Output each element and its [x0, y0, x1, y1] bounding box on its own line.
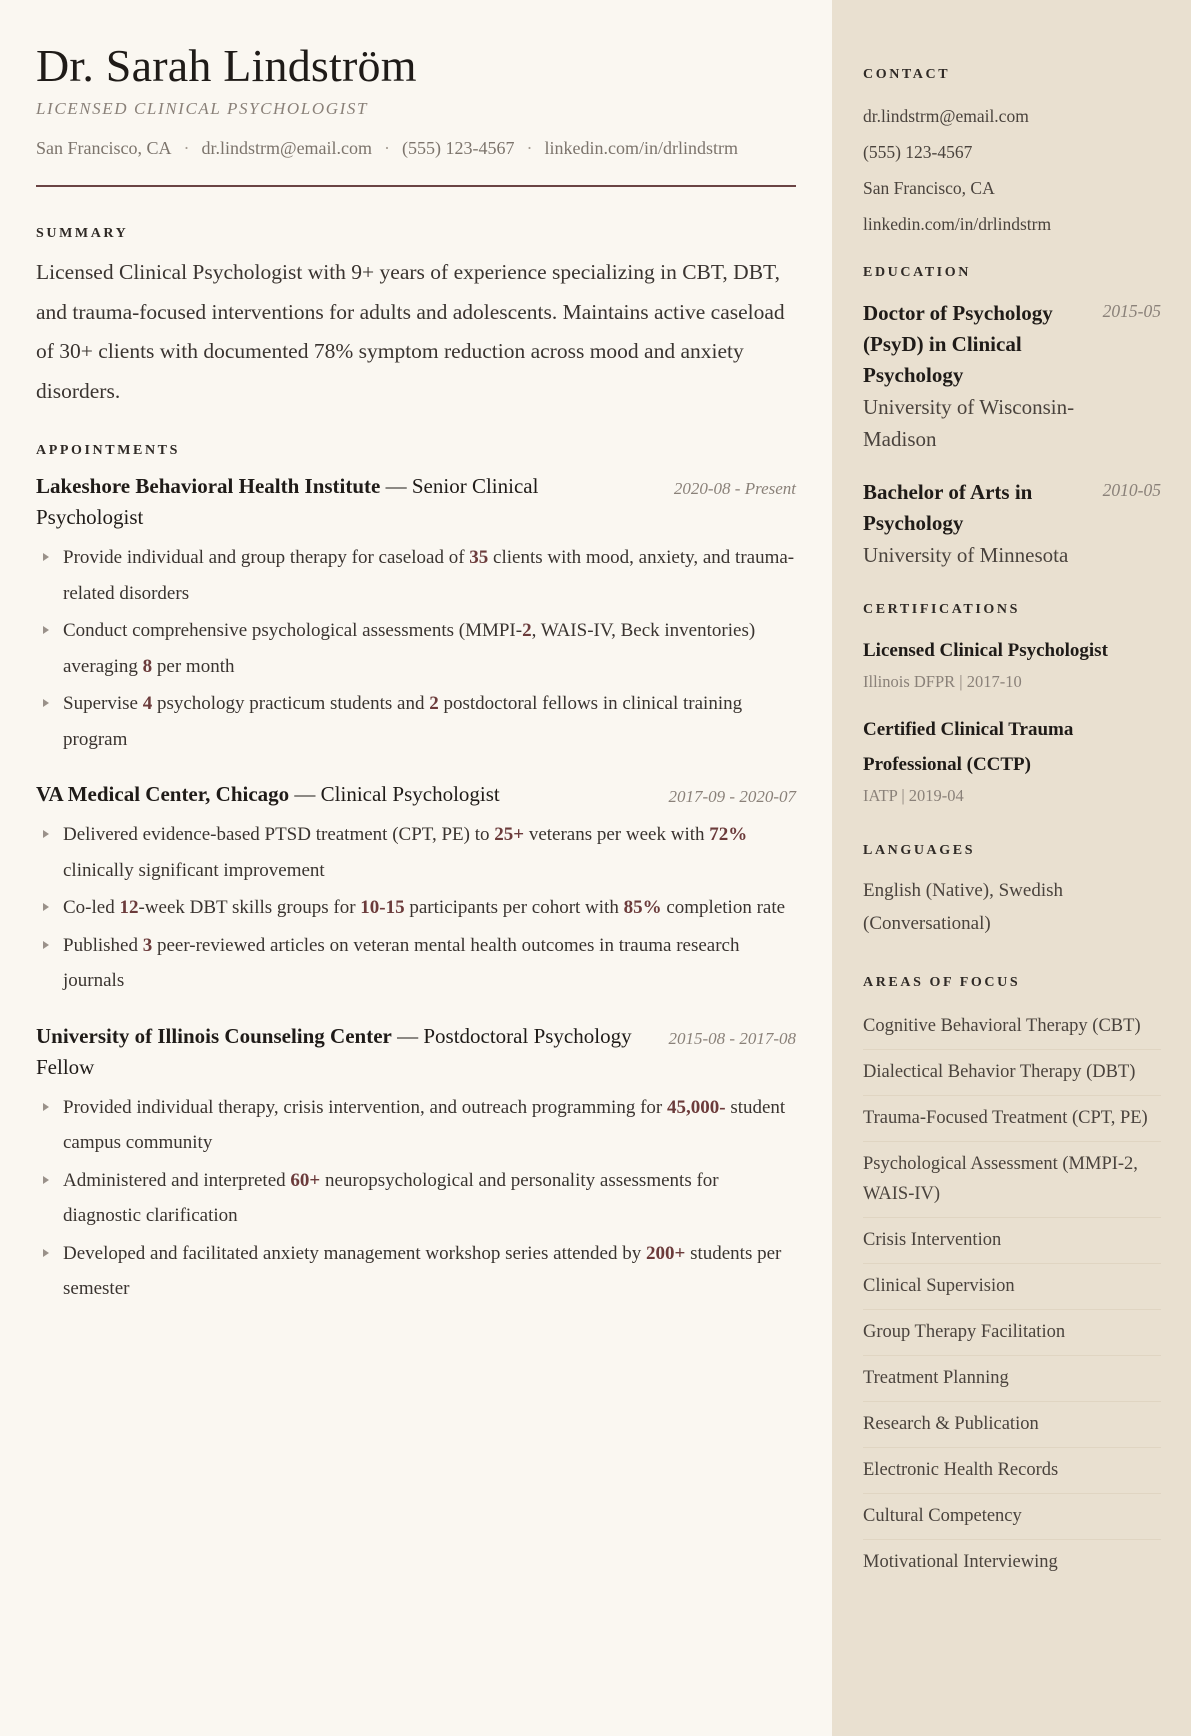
metric-highlight: 2 [522, 620, 532, 641]
certification-item [863, 712, 1161, 808]
focus-item: Motivational Interviewing [863, 1552, 1058, 1572]
bullet-item [36, 540, 796, 611]
education-item [863, 477, 1161, 571]
focus-item: Treatment Planning [863, 1356, 1161, 1402]
bullet-triangle-icon [43, 626, 49, 634]
job-entry [36, 779, 796, 999]
metric-highlight: 12 [119, 897, 139, 918]
bullet-triangle-icon [43, 553, 49, 561]
languages-heading: LANGUAGES [863, 843, 976, 858]
metric-highlight: 200+ [646, 1242, 686, 1264]
bullet-text: Supervise [63, 693, 143, 714]
job-entry [36, 471, 796, 757]
job-separator: — [391, 1023, 424, 1048]
job-role: Postdoctoral Psychology Fellow [36, 1023, 632, 1079]
focus-item: Psychological Assessment (MMPI-2, WAIS-IV) [863, 1142, 1161, 1218]
degree-name: Bachelor of Arts in Psychology [863, 480, 1033, 535]
bullet-triangle-icon [43, 699, 49, 707]
job-entry [36, 1021, 796, 1307]
appointments-heading: APPOINTMENTS [36, 443, 180, 458]
job-organization: VA Medical Center, Chicago [36, 782, 290, 806]
bullet-text: participants per cohort with [404, 897, 624, 918]
certifications-heading: CERTIFICATIONS [863, 602, 1021, 617]
sidebar [832, 0, 1191, 1736]
bullet-item [36, 1163, 796, 1234]
job-header [36, 471, 796, 533]
bullet-text: -week DBT skills groups for [138, 897, 361, 918]
bullet-text: peer-reviewed articles on veteran mental health outcomes in trauma research journals [63, 934, 740, 991]
metric-highlight: 60+ [290, 1169, 321, 1191]
bullet-triangle-icon [43, 903, 49, 911]
school-name: University of Wisconsin-Madison [863, 395, 1075, 451]
languages-text: English (Native), Swedish (Conversational) [863, 880, 1064, 934]
contact-linkedin[interactable]: linkedin.com/in/drlindstrm [863, 214, 1052, 234]
header-divider [36, 185, 796, 187]
job-bullets [36, 817, 796, 999]
metric-highlight: 2 [429, 693, 439, 714]
bullet-text: , WAIS-IV, Beck inventories) averaging [63, 620, 756, 677]
bullet-item [36, 1236, 796, 1307]
summary-heading: SUMMARY [36, 226, 129, 241]
metric-highlight: 4 [142, 693, 153, 714]
bullet-item [36, 817, 796, 888]
job-organization: University of Illinois Counseling Center [36, 1023, 392, 1048]
bullet-text: Developed and facilitated anxiety management workshop series attended by [63, 1242, 646, 1264]
bullet-triangle-icon [43, 1103, 49, 1111]
job-dates: 2015-08 - 2017-08 [668, 1028, 796, 1048]
job-bullets [36, 1090, 796, 1307]
bullet-text: per month [152, 655, 235, 677]
contact-phone[interactable]: (555) 123-4567 [863, 142, 973, 162]
education-date: 2010-05 [1102, 480, 1161, 500]
bullet-text: students per semester [63, 1242, 782, 1299]
bullet-text: clinically significant improvement [63, 859, 325, 881]
metric-highlight: 8 [142, 655, 153, 677]
contact-heading: CONTACT [863, 67, 951, 82]
bullet-text: completion rate [661, 897, 786, 918]
education-item [863, 298, 1161, 455]
bullet-text: veterans per week with [524, 824, 710, 845]
focus-item: Trauma-Focused Treatment (CPT, PE) [863, 1096, 1161, 1142]
focus-heading: AREAS OF FOCUS [863, 975, 1021, 990]
bullet-text: Delivered evidence-based PTSD treatment (CPT, PE) to [63, 824, 495, 845]
focus-item: Electronic Health Records [863, 1448, 1161, 1494]
metric-highlight: 35 [469, 547, 489, 568]
separator-dot: · [183, 138, 190, 158]
separator-dot: · [526, 138, 533, 158]
bullet-text: Administered and interpreted [63, 1169, 291, 1191]
contact-location: San Francisco, CA [863, 178, 995, 198]
contact-email[interactable]: dr.lindstrm@email.com [863, 106, 1029, 126]
job-header [36, 779, 796, 810]
education-heading: EDUCATION [863, 265, 971, 280]
metric-highlight: 45,000- [666, 1096, 726, 1118]
header-phone[interactable]: (555) 123-4567 [402, 138, 515, 158]
bullet-triangle-icon [43, 830, 49, 838]
bullet-text: postdoctoral fellows in clinical training program [63, 693, 743, 750]
school-name: University of Minnesota [863, 543, 1069, 567]
job-header [36, 1021, 796, 1083]
header-email[interactable]: dr.lindstrm@email.com [201, 138, 373, 158]
degree-name: Doctor of Psychology (PsyD) in Clinical Psychology [863, 301, 1053, 387]
bullet-item [36, 686, 796, 757]
focus-item: Cognitive Behavioral Therapy (CBT) [863, 1004, 1161, 1050]
focus-list [863, 1004, 1161, 1585]
bullet-text: Published [63, 934, 143, 956]
summary-text: Licensed Clinical Psychologist with 9+ years of experience specializing in CBT, DBT, and trauma-focused interventions for adults and adolescents. Maintains active caseload of 30+ clients with documented 78% symptom reduction across mood and anxiety disorders. [36, 260, 785, 403]
focus-item: Dialectical Behavior Therapy (DBT) [863, 1050, 1161, 1096]
job-role: Senior Clinical Psychologist [36, 474, 539, 529]
job-dates: 2020-08 - Present [673, 479, 796, 498]
bullet-text: clients with mood, anxiety, and trauma-related disorders [63, 547, 795, 604]
certification-meta: IATP | 2019-04 [863, 786, 964, 805]
bullet-item [36, 928, 796, 999]
metric-highlight: 25+ [494, 824, 525, 845]
bullet-triangle-icon [43, 1249, 49, 1257]
bullet-text: Provide individual and group therapy for caseload of [63, 547, 470, 568]
professional-title: LICENSED CLINICAL PSYCHOLOGIST [36, 99, 369, 118]
job-separator: — [289, 782, 321, 806]
job-organization: Lakeshore Behavioral Health Institute [36, 474, 381, 498]
job-role: Clinical Psychologist [320, 782, 500, 806]
bullet-text: student campus community [63, 1096, 786, 1153]
metric-highlight: 3 [142, 934, 153, 956]
bullet-item [36, 890, 796, 926]
bullet-triangle-icon [43, 941, 49, 949]
header-linkedin[interactable]: linkedin.com/in/drlindstrm [544, 138, 739, 158]
separator-dot: · [384, 138, 391, 158]
metric-highlight: 85% [623, 897, 662, 918]
focus-item: Group Therapy Facilitation [863, 1310, 1161, 1356]
metric-highlight: 10-15 [360, 897, 405, 918]
bullet-text: neuropsychological and personality assessments for diagnostic clarification [63, 1169, 719, 1226]
metric-highlight: 72% [709, 824, 748, 845]
header-location: San Francisco, CA [36, 138, 172, 158]
bullet-text: psychology practicum students and [152, 693, 430, 714]
certification-name: Licensed Clinical Psychologist [863, 640, 1108, 661]
appointments-list [36, 471, 796, 1307]
contact-list [863, 98, 1161, 242]
certification-item [863, 633, 1161, 694]
focus-item: Research & Publication [863, 1402, 1161, 1448]
education-date: 2015-05 [1102, 301, 1161, 321]
bullet-text: Co-led [63, 897, 120, 918]
page-title: Dr. Sarah Lindström [36, 40, 417, 91]
bullet-item [36, 1090, 796, 1161]
job-dates: 2017-09 - 2020-07 [668, 787, 796, 806]
job-bullets [36, 540, 796, 757]
focus-item: Clinical Supervision [863, 1264, 1161, 1310]
focus-item: Cultural Competency [863, 1494, 1161, 1540]
header-contact-line [36, 137, 796, 159]
job-separator: — [380, 474, 412, 498]
bullet-text: Conduct comprehensive psychological assessments (MMPI- [63, 620, 523, 641]
bullet-item [36, 613, 796, 684]
bullet-triangle-icon [43, 1176, 49, 1184]
certification-meta: Illinois DFPR | 2017-10 [863, 672, 1022, 691]
focus-item: Crisis Intervention [863, 1218, 1161, 1264]
bullet-text: Provided individual therapy, crisis intervention, and outreach programming for [63, 1096, 667, 1118]
certification-name: Certified Clinical Trauma Professional (CCTP) [863, 719, 1074, 775]
